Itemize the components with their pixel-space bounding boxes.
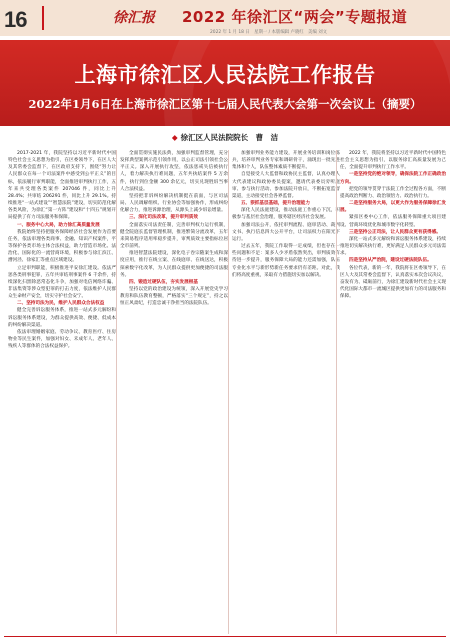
section-heading: 二是坚持服务大局，以更大作为服务保障徐汇发展。 <box>340 201 446 214</box>
article-paragraph: 加强司法公开，依托审判流程、庭审活动、裁判文书、执行信息四大公开平台，让司法权力在阳光下运行。 <box>232 222 340 242</box>
article-paragraph: 立足审判职能，积极推进平安徐汇建设。依法严惩各类刑事犯罪，五年共审结刑事案件 6 千余件，持续深化扫黑除恶常态化斗争，加强对电信网络诈骗、非法集资等涉众型犯罪的打击力度，依法维护人民群众生命财产安全，切实守护社会安宁。 <box>8 265 116 300</box>
masthead-divider <box>42 6 44 30</box>
author-line: 徐汇区人民法院院长 曹 洁 <box>180 133 279 142</box>
article-column-2 <box>120 150 228 634</box>
report-title: 上海市徐汇区人民法院工作报告 <box>74 63 376 87</box>
article-paragraph: 全面贯彻实施民法典，加强审判监督管理，充分发挥典型案例示范引领作用，以公正司法引领社会公平正义。深入开展执行攻坚，依法惩戒失信被执行人，着力解决执行难问题，五年共执结案件 5 万余件，执行到位金额 300 余亿元，切实兑现胜诉当事人合法权益。 <box>120 151 228 192</box>
article-column-3 <box>232 150 340 634</box>
article-paragraph: 推进智慧法院建设，深化电子卷宗随案生成和深度应用，推行在线立案、在线庭审、在线送达，积极探索数字化改革，为人民群众提供更加便捷的司法服务。 <box>120 251 228 278</box>
section-heading: 一、服务中心大局，助力徐汇高质量发展 <box>17 222 100 228</box>
article-paragraph: 健全完善诉讼服务体系，推进一站式多元解纷和诉讼服务体系建设，为群众提供高效、便捷、低成本的纠纷解决渠道。 <box>8 308 116 328</box>
article-column-1 <box>8 150 116 634</box>
page-number: 16 <box>4 7 27 32</box>
section-heading: 一是坚持党的绝对领导，确保法院工作正确政治方向。 <box>340 172 446 185</box>
article-paragraph: 各位代表，新的一年，我院将在区委领导下，在区人大及其常委会监督下，认真落实本次会议决议，奋发有为、砥砺前行，为徐汇建设新时代社会主义现代化国际大都市一流城区提供更加有力的司法服务和保障。 <box>340 265 446 300</box>
column-divider <box>228 150 229 634</box>
section-heading: 四、锻造过硬队伍，夯实发展根基 <box>129 279 198 285</box>
section-heading: 四是坚持从严治院，建设过硬法院队伍。 <box>349 258 432 264</box>
article-paragraph: 坚持以党的政治建设为统领，深入开展党史学习教育和队伍教育整顿，严格落实“三个规定”，持之以恒正风肃纪，打造忠诚干净担当的法院队伍。 <box>120 286 228 307</box>
article-paragraph: 紧扣区委中心工作，依法服务保障重大项目建设、营商环境优化和城市数字化转型。 <box>340 215 446 228</box>
article-paragraph: 依法审理婚姻家庭、劳动争议、教育医疗、住房物业等民生案件，加强对妇女、未成年人、老年人、残疾人等群体的合法权益保护。 <box>8 329 116 350</box>
topic-banner: 2022 年徐汇区“两会”专题报道 <box>182 8 408 26</box>
byline <box>0 133 450 143</box>
column-divider <box>116 150 117 634</box>
column-divider <box>336 150 337 634</box>
issue-date-line: 2022 年 1 月 18 日 星期一 / 本版编辑 卢晓红 美编 刘文 <box>210 30 328 35</box>
diamond-icon: ◆ <box>171 133 178 142</box>
headline-band <box>0 40 450 126</box>
article-paragraph: 加强审判业务能力建设，开展业务培训和岗位练兵，培养审判业务专家和调研骨干，涌现出一批先进集体和个人，队伍整体素质不断提升。 <box>232 151 340 171</box>
article-paragraph: 全面落实司法责任制，完善审判权力运行机制，健全院庭长监督管理机制，推进繁简分流改革，五年来简易程序适用率稳步提升，审判质效主要指标位居全市前列。 <box>120 222 228 250</box>
section-heading: 二、坚持司法为民，维护人民群众合法权益 <box>17 301 105 307</box>
page-masthead <box>0 0 450 36</box>
article-paragraph: 坚持把非诉纠纷解决机制挺在前面，与区司法局、人民调解组织、行业协会等加强协作，形成纠纷化解合力，推进诉源治理，从源头上减少诉讼增量。 <box>120 193 228 214</box>
article-paragraph: 2022 年，我院将坚持以习近平新时代中国特色社会主义思想为指引，以服务徐汇高质量发展为己任，全面提升审判执行工作水平。 <box>340 151 446 171</box>
article-paragraph: 2017-2021 年，我院坚持以习近平新时代中国特色社会主义思想为指引，在区委领导下，在区人大及其常委会监督下，在区政府支持下，围绕“努力让人民群众在每一个司法案件中感受到公平正义”的目标，依法履行审判职能，全面推进审判执行工作，五年来共受理各类案件 207046 件，同比上升 28.4%；共审结 206291 件，同比上升 29.1%。持续推进“一站式建设”“智慧法院”建设，切实防范化解各类风险，为徐汇“第一方阵”建设和“十四五”规划开局提供了有力司法服务和保障。 <box>8 151 116 221</box>
article-column-4 <box>340 150 446 634</box>
page-bottom-rule <box>4 636 446 637</box>
section-heading: 三是坚持公正司法，让人民群众更有获得感。 <box>349 229 441 235</box>
article-paragraph: 深化一站式多元解纷和诉讼服务体系建设，持续推进切实解决执行难，更好满足人民群众多元司法需求。 <box>340 236 446 257</box>
article-paragraph: 过去五年，我院工作取得一定成绩，但也存在一些问题和不足：案多人少矛盾依然突出，审判质效有待进一步提升，服务保障大局的能力还需加强，队伍专业化水平与新形势新任务要求仍有差距。对此，我们将高度重视，采取有力措施切实加以解决。 <box>232 244 340 278</box>
section-heading: 五、狠抓基层基础，提升治理能力 <box>241 201 310 207</box>
paper-logo: 徐汇报 <box>113 10 155 26</box>
article-paragraph: 把党的领导贯穿于法院工作全过程各方面，不断提高政治判断力、政治领悟力、政治执行力。 <box>340 186 446 199</box>
report-subtitle: 2022年1月6日在上海市徐汇区第十七届人民代表大会第一次会议上（摘要） <box>28 97 422 111</box>
article-paragraph: 自觉接受人大监督和政协民主监督，认真办理人大代表建议和政协委员提案，邀请代表委员旁听庭审、参与执行活动、参加法院开放日，不断拓宽监督渠道，主动接受社会各界监督。 <box>232 172 340 199</box>
article-paragraph: 深化人民法庭建设，推动法庭工作重心下沉，积极参与基层社会治理，服务辖区经济社会发展。 <box>232 208 340 221</box>
section-heading: 三、深化司法改革，提升审判质效 <box>129 215 198 221</box>
article-paragraph: 我院始终坚持把服务保障经济社会发展作为首要任务，依法审理各类商事、金融、知识产权案件，平等保护各类市场主体合法权益，助力营造市场化、法治化、国际化的一流营商环境，积极参与徐汇滨江、漕河泾、徐家汇等重点区域建设。 <box>8 229 116 264</box>
